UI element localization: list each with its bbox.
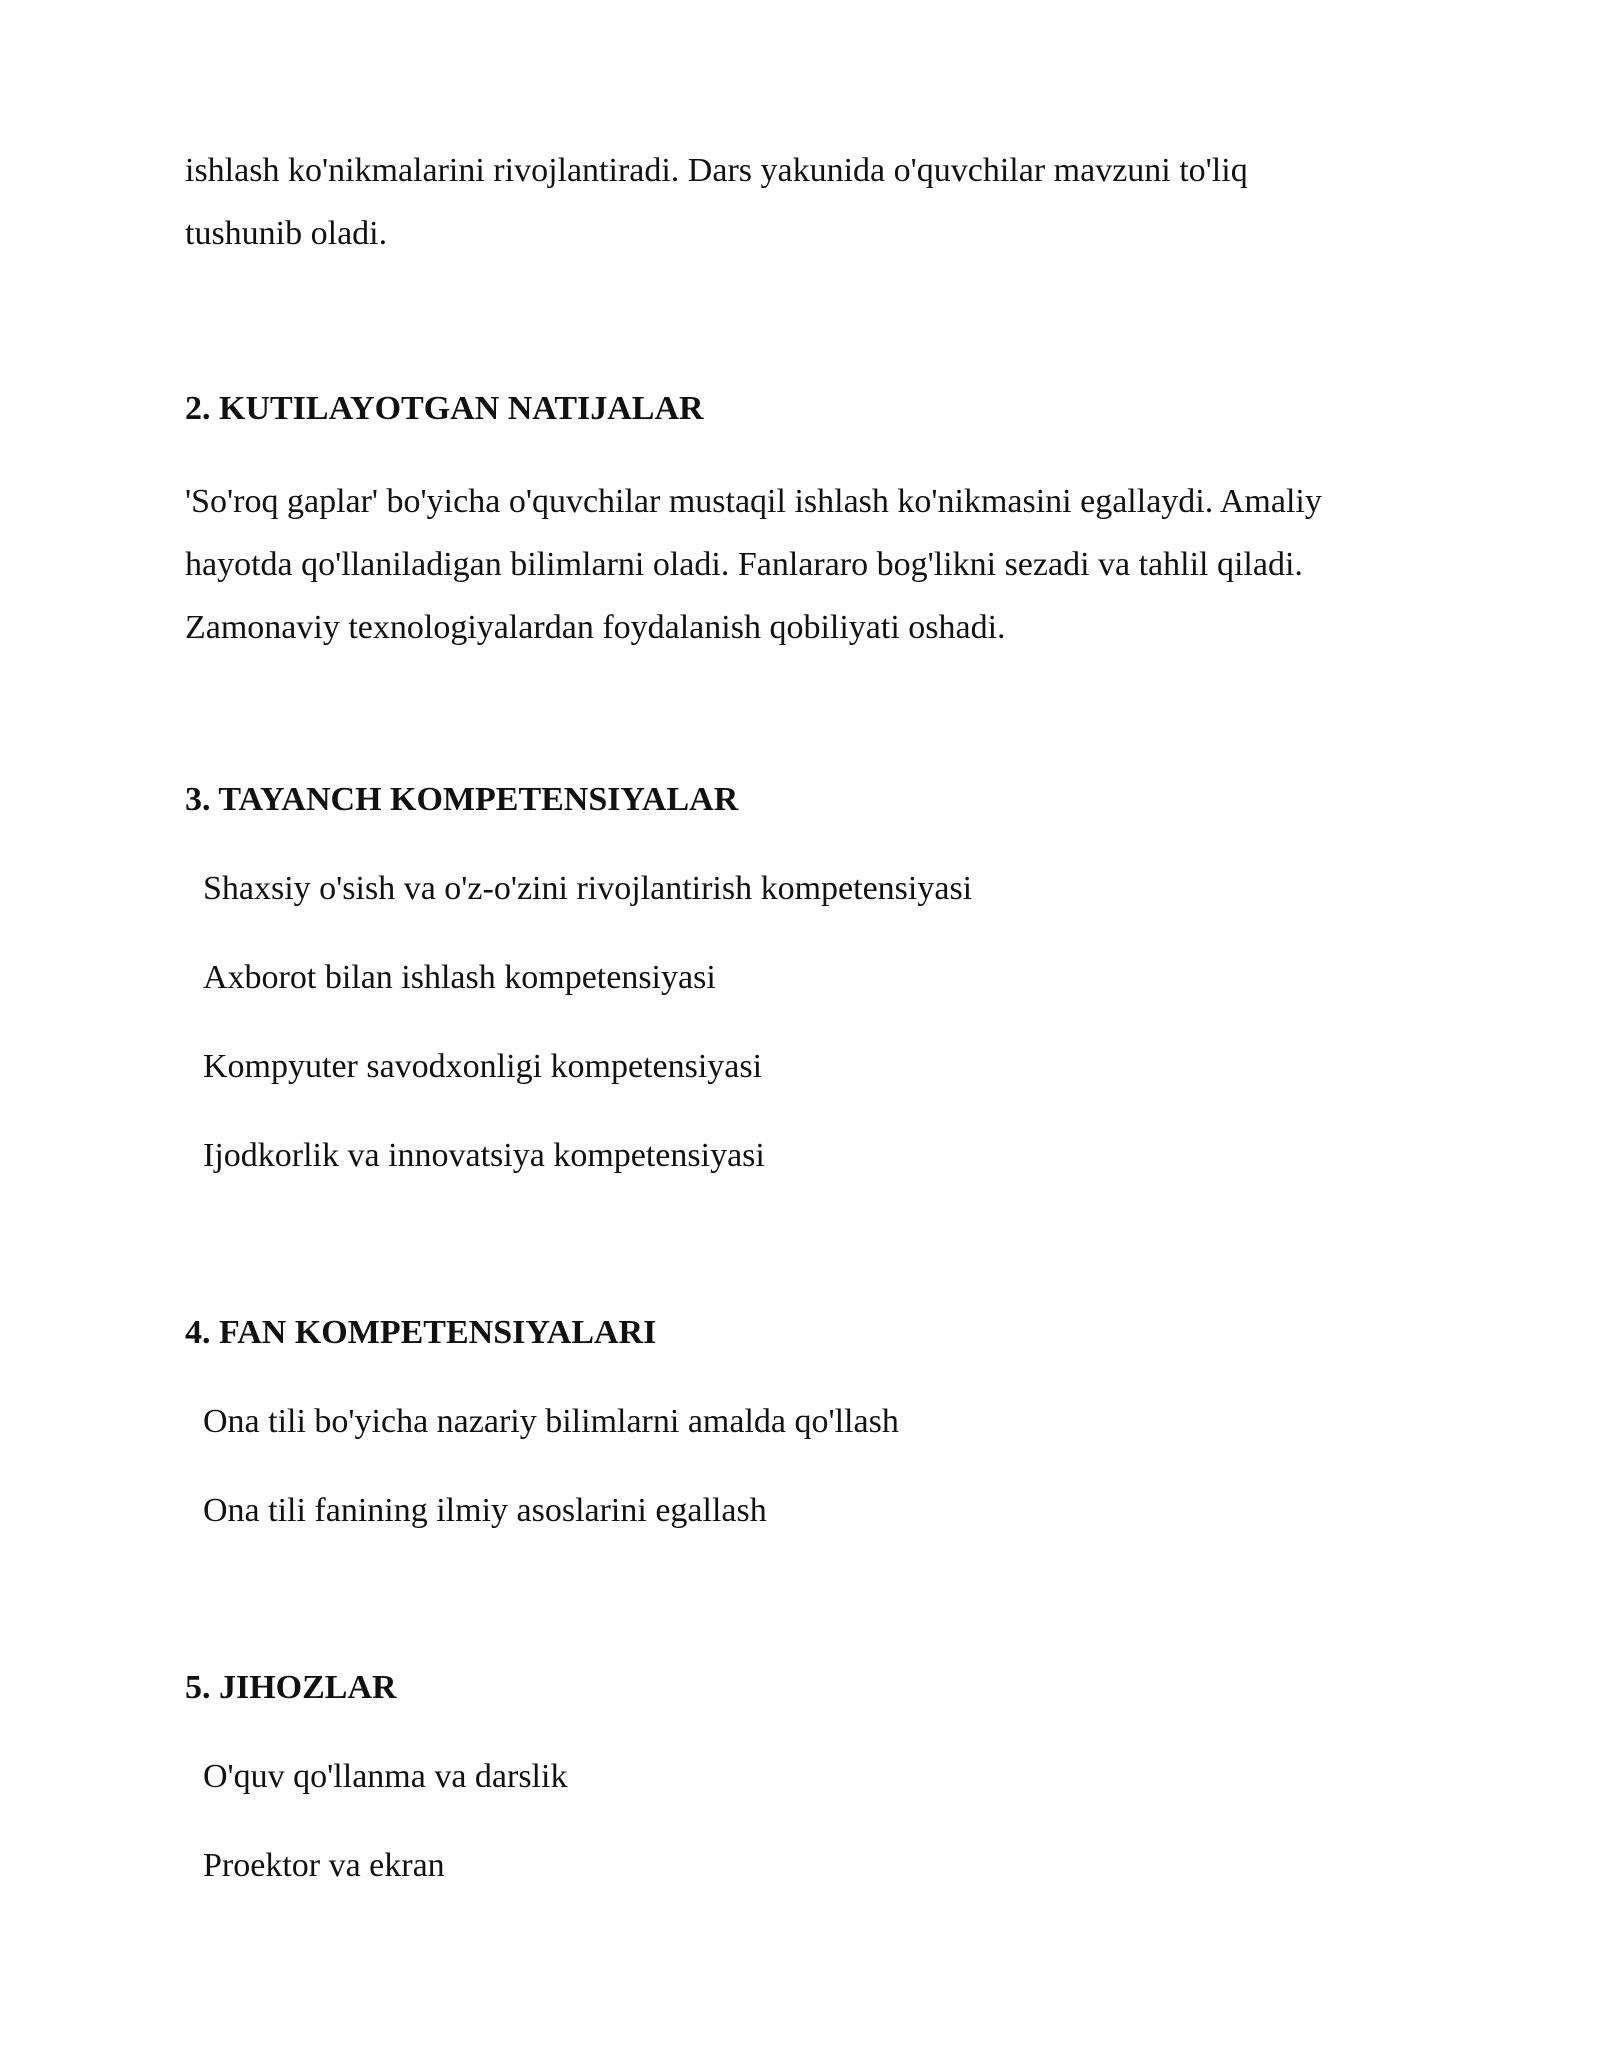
section-heading-jihozlar: 5. JIHOZLAR bbox=[185, 1669, 397, 1706]
list-item: Axborot bilan ishlash kompetensiyasi bbox=[203, 959, 716, 996]
list-item: Ijodkorlik va innovatsiya kompetensiyasi bbox=[203, 1137, 765, 1174]
list-item: Ona tili fanining ilmiy asoslarini egallash bbox=[203, 1492, 767, 1529]
list-item: Kompyuter savodxonligi kompetensiyasi bbox=[203, 1048, 763, 1085]
natijalar-line-2: hayotda qo'llaniladigan bilimlarni oladi. Fanlararo bog'likni sezadi va tahlil qiladi. bbox=[185, 546, 1303, 583]
list-item: Shaxsiy o'sish va o'z-o'zini rivojlantirish kompetensiyasi bbox=[203, 870, 973, 907]
list-item: O'quv qo'llanma va darslik bbox=[203, 1758, 568, 1795]
list-item: Proektor va ekran bbox=[203, 1847, 445, 1884]
list-item: Ona tili bo'yicha nazariy bilimlarni amalda qo'llash bbox=[203, 1403, 899, 1440]
natijalar-line-3: Zamonaviy texnologiyalardan foydalanish qobiliyati oshadi. bbox=[185, 609, 1006, 646]
natijalar-line-1: 'So'roq gaplar' bo'yicha o'quvchilar mustaqil ishlash ko'nikmasini egallaydi. Amaliy bbox=[185, 483, 1322, 520]
intro-line-2: tushunib oladi. bbox=[185, 215, 388, 252]
section-heading-fan: 4. FAN KOMPETENSIYALARI bbox=[185, 1314, 657, 1351]
section-heading-tayanch: 3. TAYANCH KOMPETENSIYALAR bbox=[185, 781, 739, 818]
intro-line-1: ishlash ko'nikmalarini rivojlantiradi. Dars yakunida o'quvchilar mavzuni to'liq bbox=[185, 152, 1248, 189]
section-heading-natijalar: 2. KUTILAYOTGAN NATIJALAR bbox=[185, 390, 704, 427]
